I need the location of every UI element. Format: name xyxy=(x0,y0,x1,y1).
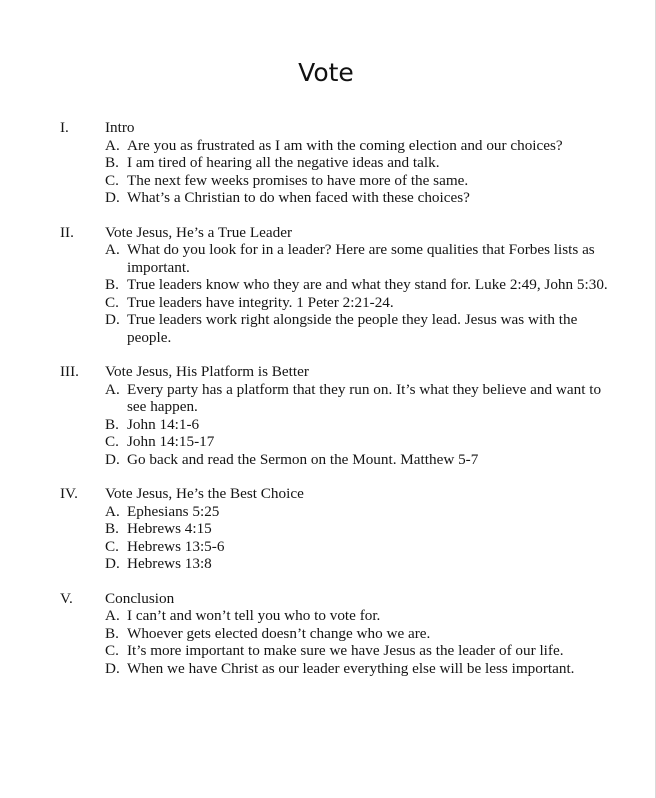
item-text: What do you look for in a leader? Here are some qualities that Forbes lists as important. xyxy=(127,241,595,276)
item-text: When we have Christ as our leader everything else will be less important. xyxy=(127,659,575,677)
outline-item xyxy=(0,172,652,190)
section-title: Vote Jesus, His Platform is Better xyxy=(105,363,309,380)
sermon-outline xyxy=(0,119,652,694)
outline-section-conclusion xyxy=(0,590,652,678)
section-heading xyxy=(0,363,652,381)
outline-item xyxy=(0,642,652,660)
section-heading xyxy=(0,485,652,503)
item-letter: B. xyxy=(105,154,119,171)
outline-item xyxy=(0,451,652,469)
item-text: Whoever gets elected doesn’t change who we are. xyxy=(127,624,431,642)
outline-item xyxy=(0,381,652,416)
outline-item xyxy=(0,294,652,312)
section-items xyxy=(0,503,652,573)
item-text: Hebrews 13:8 xyxy=(127,555,212,572)
outline-item xyxy=(0,189,652,207)
outline-item xyxy=(0,154,652,172)
item-text: John 14:1-6 xyxy=(127,415,200,433)
item-letter: D. xyxy=(105,450,120,468)
item-text: Go back and read the Sermon on the Mount. Matthew 5-7 xyxy=(127,450,479,468)
item-letter: C. xyxy=(105,537,119,555)
outline-item xyxy=(0,555,652,573)
section-number: IV. xyxy=(60,485,78,502)
outline-section-intro xyxy=(0,119,652,207)
item-letter: B. xyxy=(105,415,119,433)
item-letter: A. xyxy=(105,136,120,154)
item-text: Ephesians 5:25 xyxy=(127,502,220,520)
outline-item xyxy=(0,503,652,521)
outline-item xyxy=(0,538,652,556)
item-text: True leaders have integrity. 1 Peter 2:21-24. xyxy=(127,293,394,311)
item-letter: B. xyxy=(105,276,119,293)
section-number: III. xyxy=(60,363,79,380)
section-heading xyxy=(0,224,652,242)
item-text: What’s a Christian to do when faced with these choices? xyxy=(127,189,470,206)
section-title: Vote Jesus, He’s the Best Choice xyxy=(105,485,304,502)
outline-section-true-leader xyxy=(0,224,652,347)
item-text: Are you as frustrated as I am with the coming election and our choices? xyxy=(127,136,563,154)
section-heading xyxy=(0,590,652,608)
section-items xyxy=(0,381,652,469)
item-text: John 14:15-17 xyxy=(127,433,215,450)
section-title: Conclusion xyxy=(105,589,175,607)
item-letter: C. xyxy=(105,642,119,659)
section-title: Vote Jesus, He’s a True Leader xyxy=(105,223,293,241)
outline-item xyxy=(0,137,652,155)
section-items xyxy=(0,241,652,346)
section-number: II. xyxy=(60,223,74,241)
section-items xyxy=(0,607,652,677)
item-letter: B. xyxy=(105,624,119,642)
outline-item xyxy=(0,520,652,538)
outline-section-platform xyxy=(0,363,652,468)
section-heading xyxy=(0,119,652,137)
item-letter: D. xyxy=(105,659,120,677)
item-letter: C. xyxy=(105,433,119,450)
item-text: I can’t and won’t tell you who to vote for. xyxy=(127,607,381,624)
outline-section-best-choice xyxy=(0,485,652,573)
item-letter: A. xyxy=(105,241,120,258)
outline-item xyxy=(0,311,652,346)
outline-item xyxy=(0,276,652,294)
outline-item xyxy=(0,625,652,643)
item-letter: D. xyxy=(105,555,120,572)
item-text: Hebrews 4:15 xyxy=(127,520,212,537)
item-text: Every party has a platform that they run on. It’s what they believe and want to see happen. xyxy=(127,380,602,415)
item-letter: D. xyxy=(105,189,120,206)
outline-item xyxy=(0,433,652,451)
item-text: Hebrews 13:5-6 xyxy=(127,537,225,555)
item-letter: B. xyxy=(105,520,119,537)
outline-item xyxy=(0,416,652,434)
item-letter: C. xyxy=(105,171,119,189)
section-number: V. xyxy=(60,589,73,607)
section-number: I. xyxy=(60,119,69,136)
item-letter: A. xyxy=(105,607,120,624)
item-text: The next few weeks promises to have more of the same. xyxy=(127,171,469,189)
item-letter: C. xyxy=(105,293,119,311)
item-letter: A. xyxy=(105,502,120,520)
document-title: Vote xyxy=(298,58,354,87)
item-letter: D. xyxy=(105,311,120,328)
item-text: It’s more important to make sure we have Jesus as the leader of our life. xyxy=(127,642,564,659)
item-text: True leaders work right alongside the people they lead. Jesus was with the people. xyxy=(127,311,578,346)
item-text: True leaders know who they are and what they stand for. Luke 2:49, John 5:30. xyxy=(127,276,608,293)
outline-item xyxy=(0,660,652,678)
section-items xyxy=(0,137,652,207)
item-letter: A. xyxy=(105,380,120,398)
section-title: Intro xyxy=(105,119,135,136)
outline-item xyxy=(0,607,652,625)
outline-item xyxy=(0,241,652,276)
item-text: I am tired of hearing all the negative ideas and talk. xyxy=(127,154,440,171)
